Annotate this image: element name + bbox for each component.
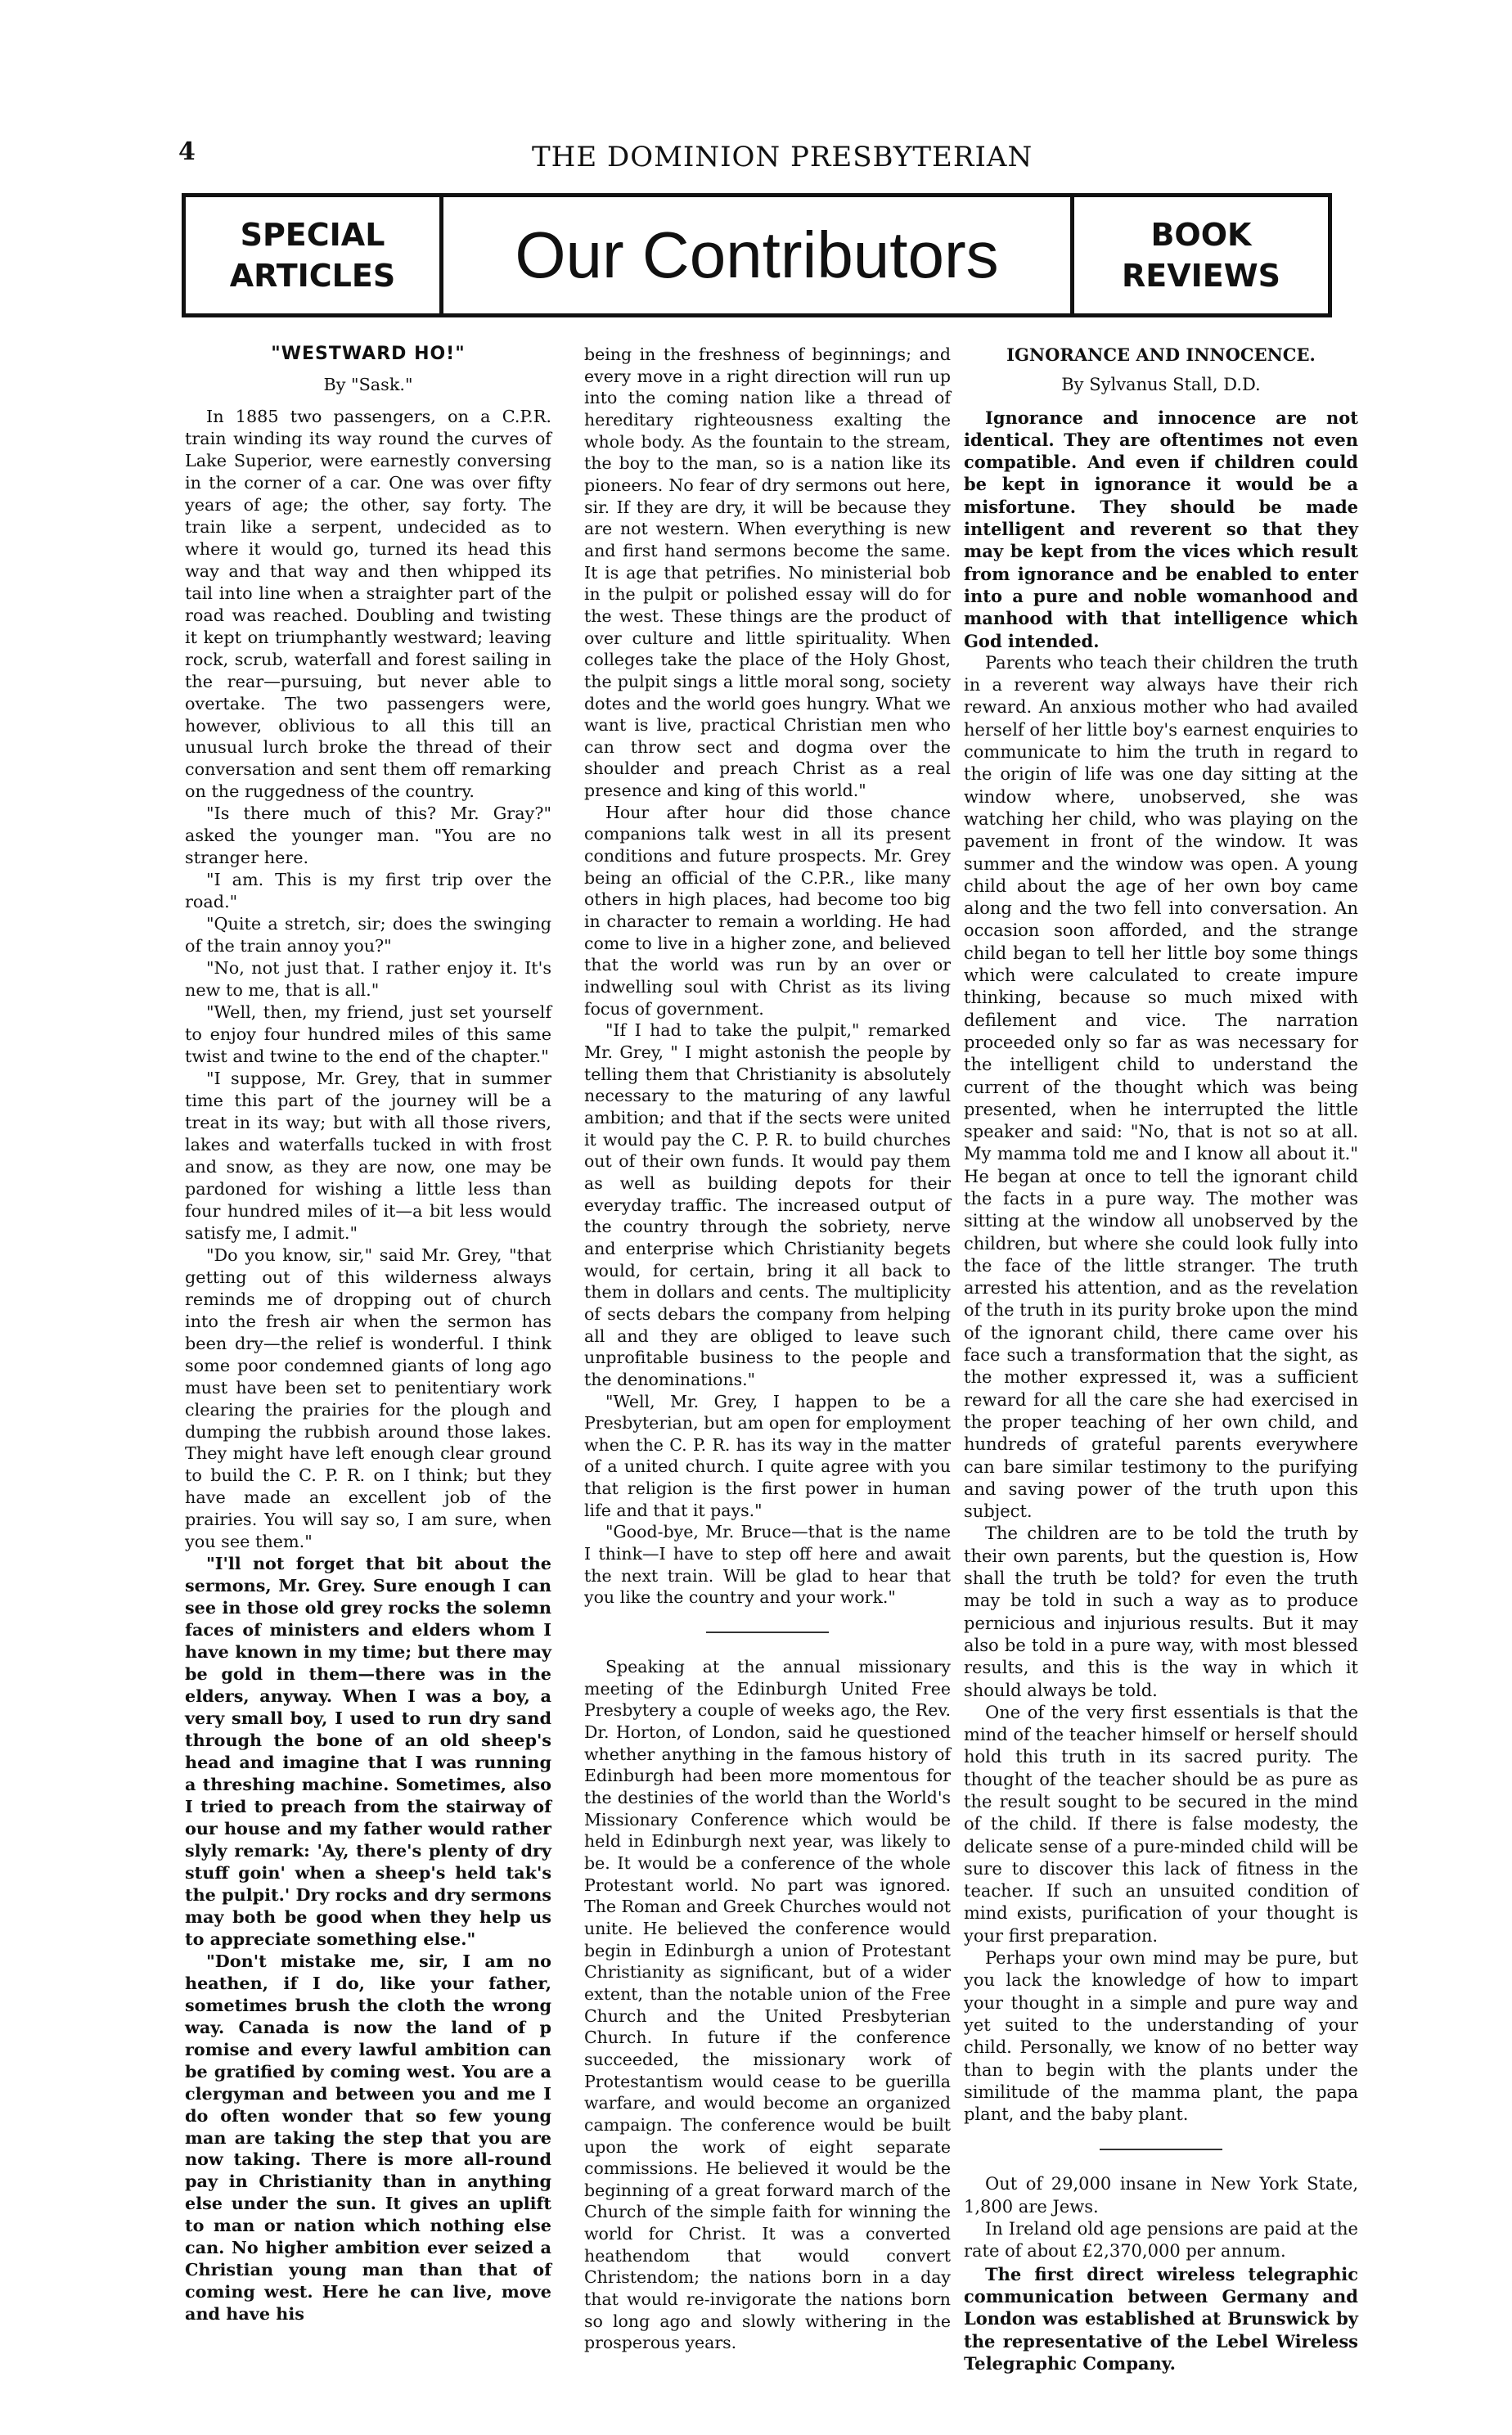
westward-title: "WESTWARD HO!" — [271, 344, 466, 364]
paragraph: "Quite a stretch, sir; does the swinging of the train annoy you?" — [185, 914, 551, 956]
paragraph: "Well, then, my friend, just set yourself to enjoy four hundred miles of this same twist and twine to the end of the chapter." — [185, 1002, 551, 1067]
paragraph: Hour after hour did those chance companions talk west in all its present conditions and future prospects. Mr. Grey being an official of the C.P.R., like many others in high places, had become too big in character to remain a worlding. He had come to live in a higher zone, and believed that the world was run by an over or indwelling soul with Christ as its living focus of government. — [584, 802, 951, 1019]
section-divider — [706, 1632, 829, 1633]
paragraph: "I am. This is my first trip over the road." — [185, 870, 551, 912]
paragraph: "Well, Mr. Grey, I happen to be a Presbyterian, but am open for employment when the C. P. R. has its way in the matter of a united church. I quite agree with you that religion is the first power in human life and that it pays." — [584, 1391, 951, 1520]
section-header — [182, 193, 1332, 317]
paragraph: Perhaps your own mind may be pure, but you lack the knowledge of how to impart your thought in a simple and pure way and yet suited to the understanding of your child. Personally, we know of no better way than to begin with the plants under the similitude of the mamma plant, the papa plant, and the baby plant. — [964, 1948, 1358, 2125]
paragraph: "I suppose, Mr. Grey, that in summer time this part of the journey will be a treat in its way; but with all those rivers, lakes and waterfalls tucked in with frost and snow, as they are now, one may be pardoned for wishing a little less than four hundred miles of it—a bit less would satisfy me, I admit." — [185, 1069, 551, 1243]
special-articles-line-1: SPECIAL — [240, 217, 385, 253]
paragraph: Ignorance and innocence are not identical. They are oftentimes not even compatible. And even if children could be kept in ignorance it would be a misfortune. They should be made intelligent and reverent so that they may be kept from the vices which result from ignorance and be enabled to enter into a pure and noble womanhood and manhood with that intelligence which God intended. — [964, 407, 1358, 651]
our-contributors-title: Our Contributors — [515, 218, 999, 291]
column-1 — [185, 344, 551, 2325]
paragraph: "I'll not forget that bit about the sermons, Mr. Grey. Sure enough I can see in those old grey rocks the solemn faces of ministers and elders whom I have known in my time; but there may be gold in them—there was in the elders, anyway. When I was a boy, a very small boy, I used to run dry sand through the bone of an old sheep's head and imagine that I was running a threshing machine. Sometimes, also I tried to preach from the stairway of our house and my father would rather slyly remark: 'Ay, there's plenty of dry stuff goin' when a sheep's held tak's the pulpit.' Dry rocks and dry sermons may both be good when they help us to appreciate something else." — [185, 1554, 551, 1949]
news-note: Out of 29,000 insane in New York State, 1,800 are Jews. — [964, 2174, 1358, 2217]
paragraph: One of the very first essentials is that the mind of the teacher himself or herself should hold this truth in its sacred purity. The thought of the teacher should be as pure as the result sought to be secured in the mind of the child. If there is false modesty, the delicate sense of a pure-minded child will be sure to discover this lack of fitness in the teacher. If such an unsuited condition of mind exists, purification of your thought is your first preparation. — [964, 1702, 1358, 1946]
page-number: 4 — [178, 137, 196, 166]
paragraph: "Is there much of this? Mr. Gray?" asked the younger man. "You are no stranger here. — [185, 803, 551, 868]
westward-byline: By "Sask." — [323, 374, 413, 394]
missionary-paragraph: Speaking at the annual missionary meeting of the Edinburgh United Free Presbytery a couple of weeks ago, the Rev. Dr. Horton, of London, said he questioned whether anything in the famous history of Edinburgh had been more momentous for the destinies of the world than the World's Missionary Conference which would be held in Edinburgh next year, was likely to be. It would be a conference of the whole Protestant world. No part was ignored. The Roman and Greek Churches would not unite. He believed the conference would begin in Edinburgh a union of Protestant Christianity as significant, but of a wider extent, than the notable union of the Free Church and the United Presbyterian Church. In future if the conference succeeded, the missionary work of Protestantism would cease to be guerilla warfare, and would become an organized campaign. The conference would be built upon the work of eight separate commissions. He believed it would be the beginning of a great forward march of the Church of the simple faith for winning the world for Christ. It was a converted heathendom that would convert Christendom; the nations born in a day that would re-invigorate the nations born so long ago and slowly withering in the prosperous years. — [584, 1657, 951, 2353]
ignorance-title: IGNORANCE AND INNOCENCE. — [1006, 344, 1316, 365]
news-note: In Ireland old age pensions are paid at the rate of about £2,370,000 per annum. — [964, 2219, 1358, 2262]
paragraph: "Don't mistake me, sir, I am no heathen, if I do, like your father, sometimes brush the cloth the wrong way. Canada is now the land of p romise and every lawful ambition can be gratified by coming west. You are a clergyman and between you and me I do often wonder that so few young man are taking the step that you are now taking. There is more all-round pay in Christianity than in anything else under the sun. It gives an uplift to man or nation which nothing else can. No higher ambition ever seized a Christian young man than that of coming west. Here he can live, move and have his — [185, 1951, 551, 2325]
column-2 — [584, 344, 951, 2354]
paragraph: "No, not just that. I rather enjoy it. It's new to me, that is all." — [185, 958, 551, 1001]
ignorance-byline: By Sylvanus Stall, D.D. — [1061, 375, 1261, 395]
paragraph: "If I had to take the pulpit," remarked Mr. Grey, " I might astonish the people by telling them that Christianity is absolutely necessary to the maturing of any lawful ambition; and that if the sects were united it would pay the C. P. R. to build churches out of their own funds. It would pay them as well as building depots for their everyday traffic. The increased output of the country through the sobriety, nerve and enterprise which Christianity begets would, for certain, bring it all back to them in dollars and cents. The multiplicity of sects debars the company from helping all and they are obliged to leave such unprofitable business to the people and the denominations." — [584, 1020, 951, 1389]
news-note: The first direct wireless telegraphic communication between Germany and London was established at Brunswick by the representative of the Lebel Wireless Telegraphic Company. — [964, 2263, 1358, 2374]
section-divider — [1100, 2149, 1222, 2150]
book-reviews-line-1: BOOK — [1150, 217, 1252, 253]
special-articles-box — [186, 197, 443, 313]
paragraph: being in the freshness of beginnings; and every move in a right direction will run up into the coming nation like a thread of hereditary righteousness exalting the whole body. As the fountain to the stream, the boy to the man, so is a nation like its pioneers. No fear of dry sermons out here, sir. If they are dry, it will be because they are not western. When everything is new and first hand sermons become the same. It is age that petrifies. No ministerial bob in the pulpit or polished essay will do for the west. These things are the product of over culture and little spirituality. When colleges take the place of the Holy Ghost, the pulpit sings a little moral song, society dotes and the world goes hungry. What we want is live, practical Christian men who can throw sect and dogma over the shoulder and preach Christ as a real presence and king of this world." — [584, 344, 951, 801]
running-head: THE DOMINION PRESBYTERIAN — [532, 141, 1033, 173]
special-articles-line-2: ARTICLES — [229, 258, 396, 294]
paragraph: Parents who teach their children the truth in a reverent way always have their rich reward. An anxious mother who had availed herself of her little boy's earnest enquiries to communicate to him the truth in regard to the origin of life was one day sitting at the window where, unobserved, she was watching her child, who was playing on the pavement in front of the window. It was summer and the window was open. A young child about the age of her own boy came along and the two fell into conversation. An occasion soon afforded, and the strange child began to tell her little boy some things which were calculated to create impure thinking, because so much mixed with defilement and vice. The narration proceeded only so far as was necessary for the intelligent child to understand the current of the thought which was being presented, when he interrupted the little speaker and said: "No, that is not so at all. My mamma told me and I know all about it." He began at once to tell the ignorant child the facts in a pure way. The mother was sitting at the window all unobserved by the children, but where she could look fully into the face of the little stranger. The truth arrested his attention, and as the revelation of the truth in its purity broke upon the mind of the ignorant child, there came over his face such a transformation that the sight, as the mother expressed it, was a sufficient reward for all the care she had exercised in the proper teaching of her own child, and hundreds of grateful parents everywhere can bare similar testimony to the purifying and saving power of the truth upon this subject. — [964, 652, 1358, 1522]
paragraph: The children are to be told the truth by their own parents, but the question is, How shall the truth be told? for even the truth may be told in such a way as to produce pernicious and injurious results. But it may also be told in a pure way, with most blessed results, and this is the way in which it should always be told. — [964, 1524, 1358, 1700]
column-3 — [964, 344, 1358, 2374]
book-reviews-box — [1070, 197, 1328, 313]
paragraph: In 1885 two passengers, on a C.P.R. train winding its way round the curves of Lake Superior, were earnestly conversing in the corner of a car. One was over fifty years of age; the other, say forty. The train like a serpent, undecided as to where it would go, turned its head this way and that way and then whipped its tail into line when a straighter part of the road was reached. Doubling and twisting it kept on triumphantly westward; leaving rock, scrub, waterfall and forest sailing in the rear—pursuing, but never able to overtake. The two passengers were, however, oblivious to all this till an unusual lurch broke the thread of their conversation and sent them off remarking on the ruggedness of the country. — [185, 406, 551, 802]
paragraph: "Good-bye, Mr. Bruce—that is the name I think—I have to step off here and await the next train. Will be glad to hear that you like the country and your work." — [584, 1522, 951, 1608]
paragraph: "Do you know, sir," said Mr. Grey, "that getting out of this wilderness always reminds me of dropping out of church into the fresh air when the sermon has been dry—the relief is wonderful. I think some poor condemned giants of long ago must have been set to penitentiary work clearing the prairies for the plough and dumping the rubbish around those lakes. They might have left enough clear ground to build the C. P. R. on I think; but they have made an excellent job of the prairies. You will say so, I am sure, when you see them." — [185, 1245, 551, 1552]
book-reviews-line-2: REVIEWS — [1121, 258, 1280, 294]
